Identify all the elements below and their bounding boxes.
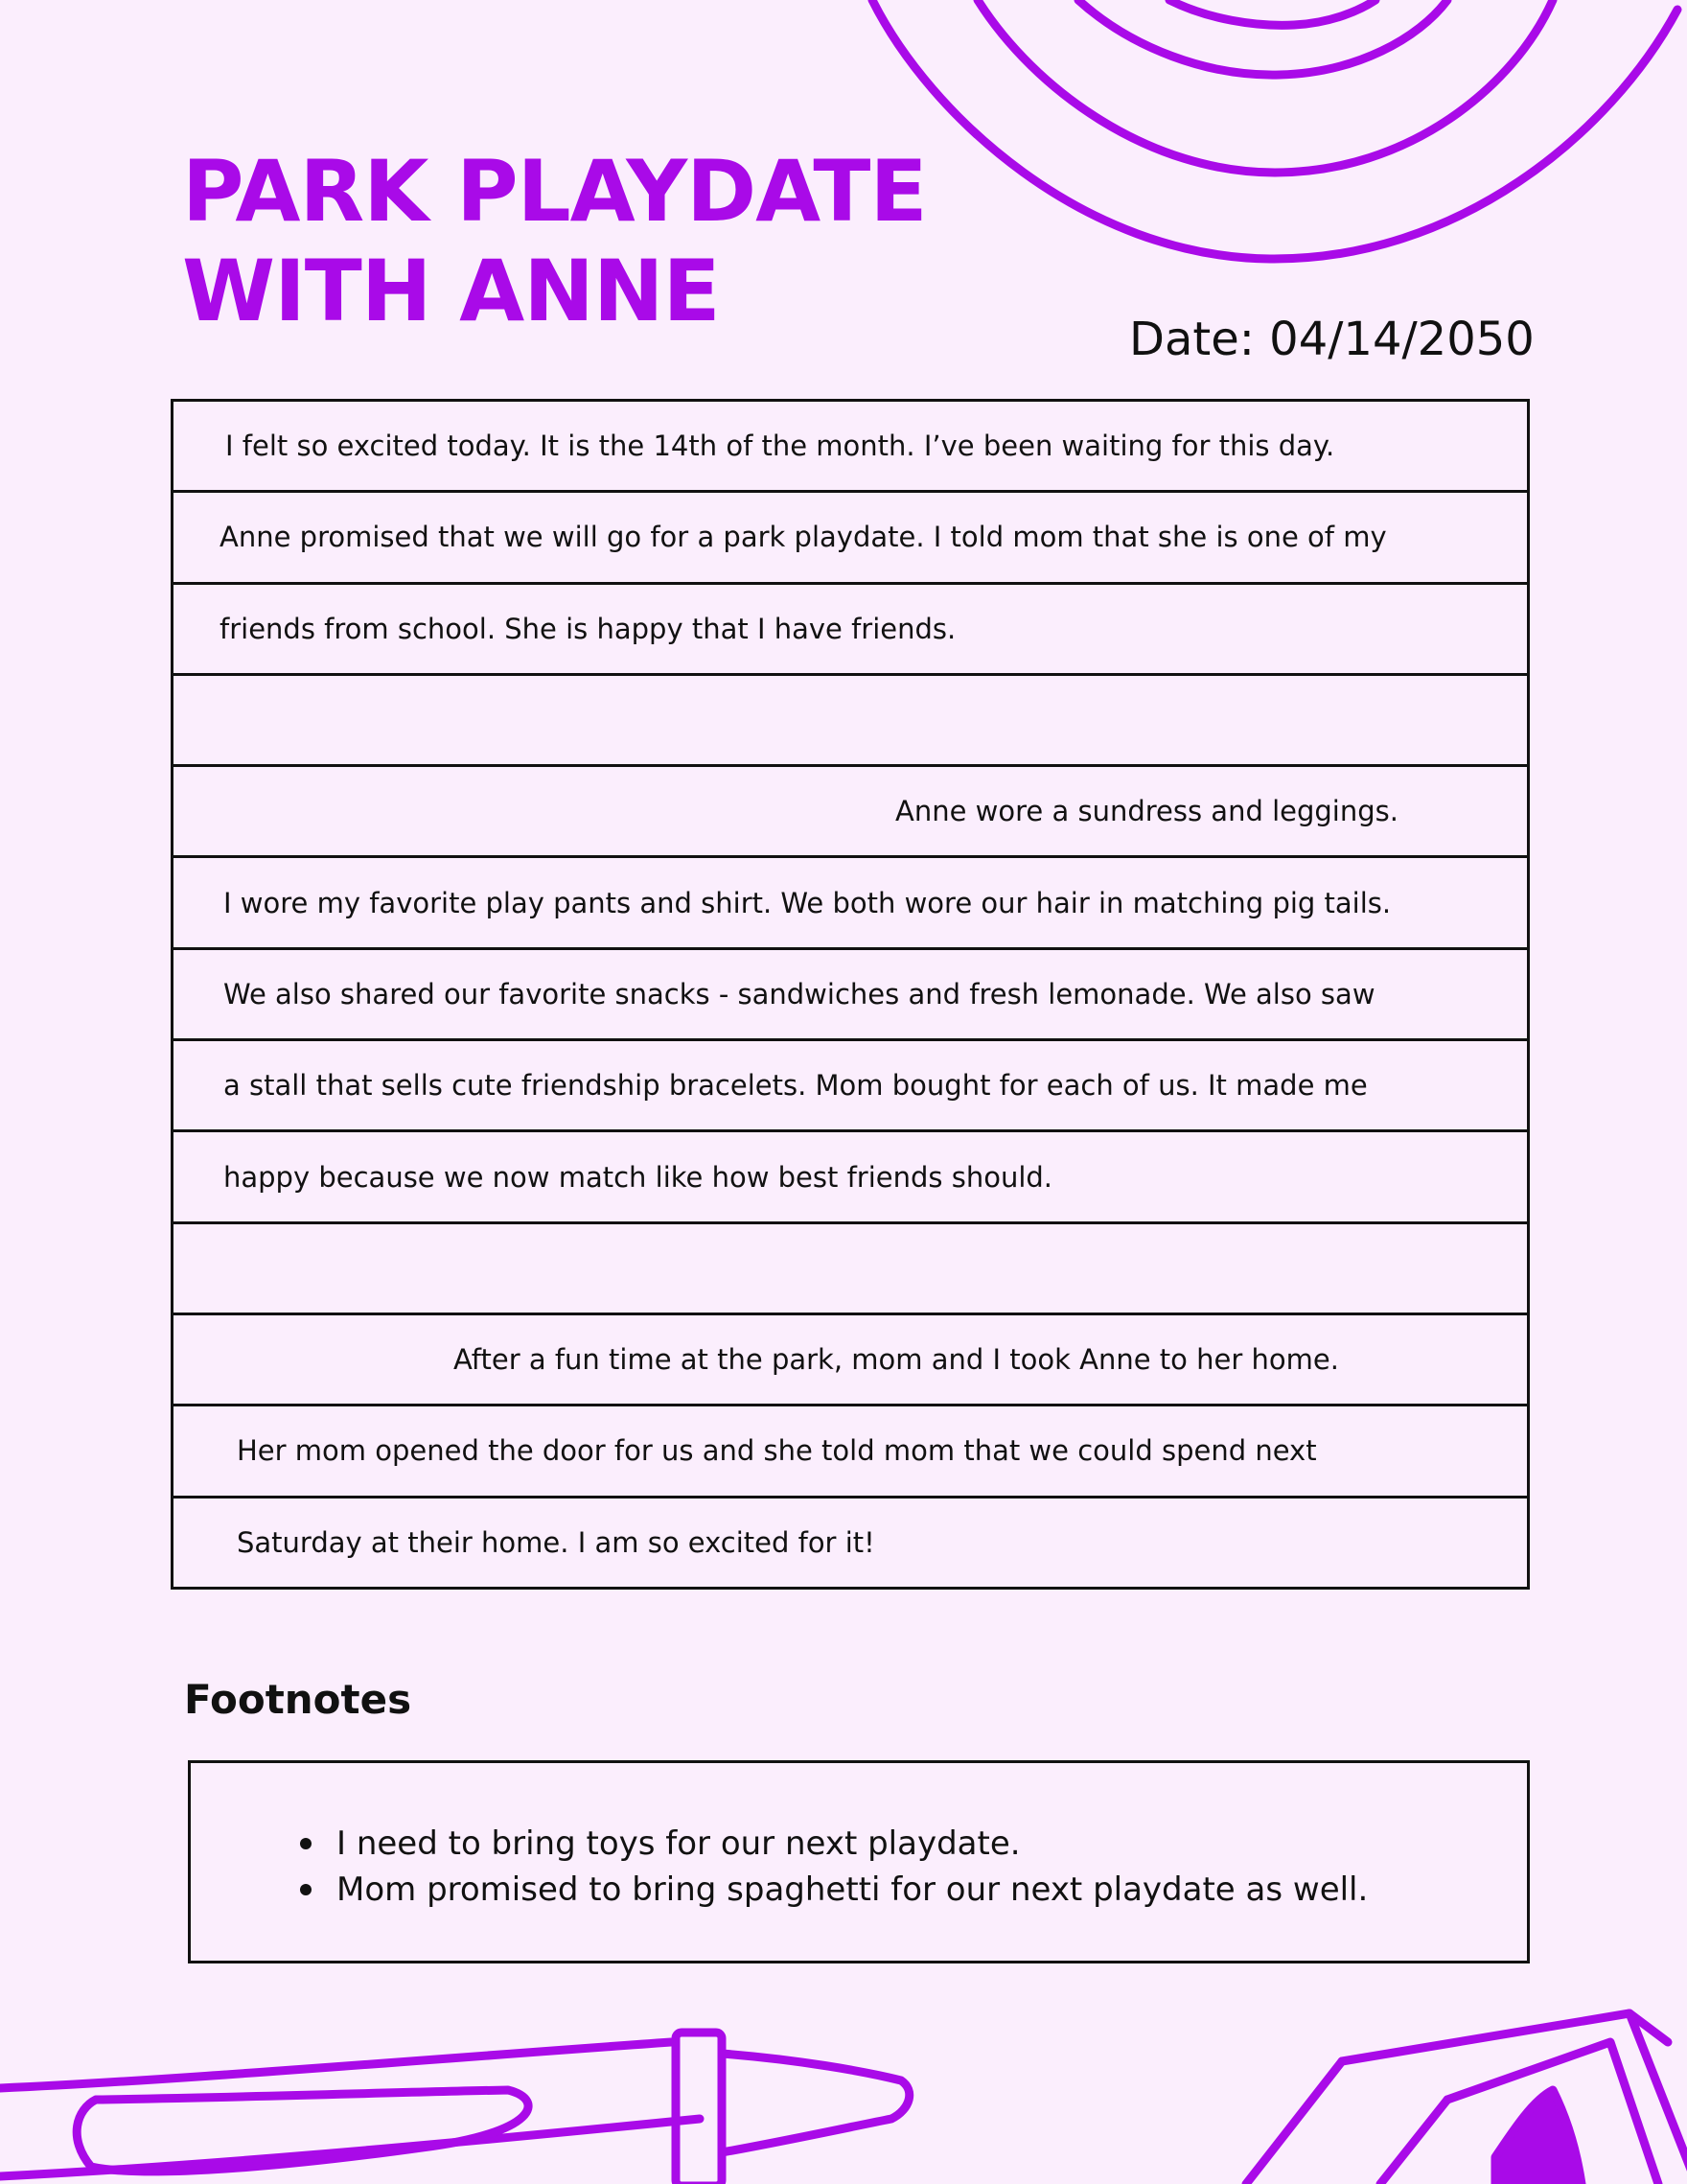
journal-line xyxy=(173,493,1527,584)
journal-line-text: Anne wore a sundress and leggings. xyxy=(895,795,1398,828)
crayon-box-icon xyxy=(1208,1985,1687,2184)
journal-line xyxy=(173,767,1527,858)
journal-line xyxy=(173,950,1527,1041)
journal-line xyxy=(173,402,1527,493)
footnotes-heading: Footnotes xyxy=(184,1676,412,1723)
journal-line xyxy=(173,1224,1527,1315)
journal-line-text: I wore my favorite play pants and shirt. We both wore our hair in matching pig tails. xyxy=(223,886,1392,919)
footnote-item: I need to bring toys for our next playdate. xyxy=(296,1821,1368,1867)
title-line-2: WITH ANNE xyxy=(182,242,720,340)
journal-line xyxy=(173,585,1527,676)
journal-line-text: We also shared our favorite snacks - sandwiches and fresh lemonade. We also saw xyxy=(223,977,1375,1011)
journal-line xyxy=(173,1315,1527,1406)
footnotes-box xyxy=(188,1760,1530,1963)
journal-date: Date: 04/14/2050 xyxy=(1129,313,1535,366)
journal-line xyxy=(173,676,1527,767)
footnotes-list xyxy=(296,1821,1368,1913)
title-line-1: PARK PLAYDATE xyxy=(182,142,927,241)
crayon-icon xyxy=(0,1985,939,2184)
journal-line xyxy=(173,1132,1527,1223)
journal-line-text: a stall that sells cute friendship bracelets. Mom bought for each of us. It made me xyxy=(223,1069,1368,1103)
journal-line xyxy=(173,858,1527,949)
journal-line xyxy=(173,1499,1527,1587)
journal-lines xyxy=(171,399,1530,1590)
footnote-item: Mom promised to bring spaghetti for our next playdate as well. xyxy=(296,1867,1368,1913)
journal-line-text: friends from school. She is happy that I have friends. xyxy=(220,612,957,645)
journal-line-text: Saturday at their home. I am so excited for it! xyxy=(237,1525,875,1559)
journal-line-text: After a fun time at the park, mom and I took Anne to her home. xyxy=(453,1343,1339,1377)
journal-line xyxy=(173,1041,1527,1132)
journal-line-text: I felt so excited today. It is the 14th of the month. I’ve been waiting for this day. xyxy=(225,430,1335,463)
journal-line-text: Her mom opened the door for us and she told mom that we could spend next xyxy=(237,1434,1317,1468)
journal-line-text: happy because we now match like how best friends should. xyxy=(223,1160,1053,1194)
journal-line-text: Anne promised that we will go for a park playdate. I told mom that she is one of my xyxy=(220,521,1387,554)
page-title xyxy=(182,142,927,341)
rainbow-arcs-icon xyxy=(844,0,1687,278)
journal-line xyxy=(173,1406,1527,1498)
